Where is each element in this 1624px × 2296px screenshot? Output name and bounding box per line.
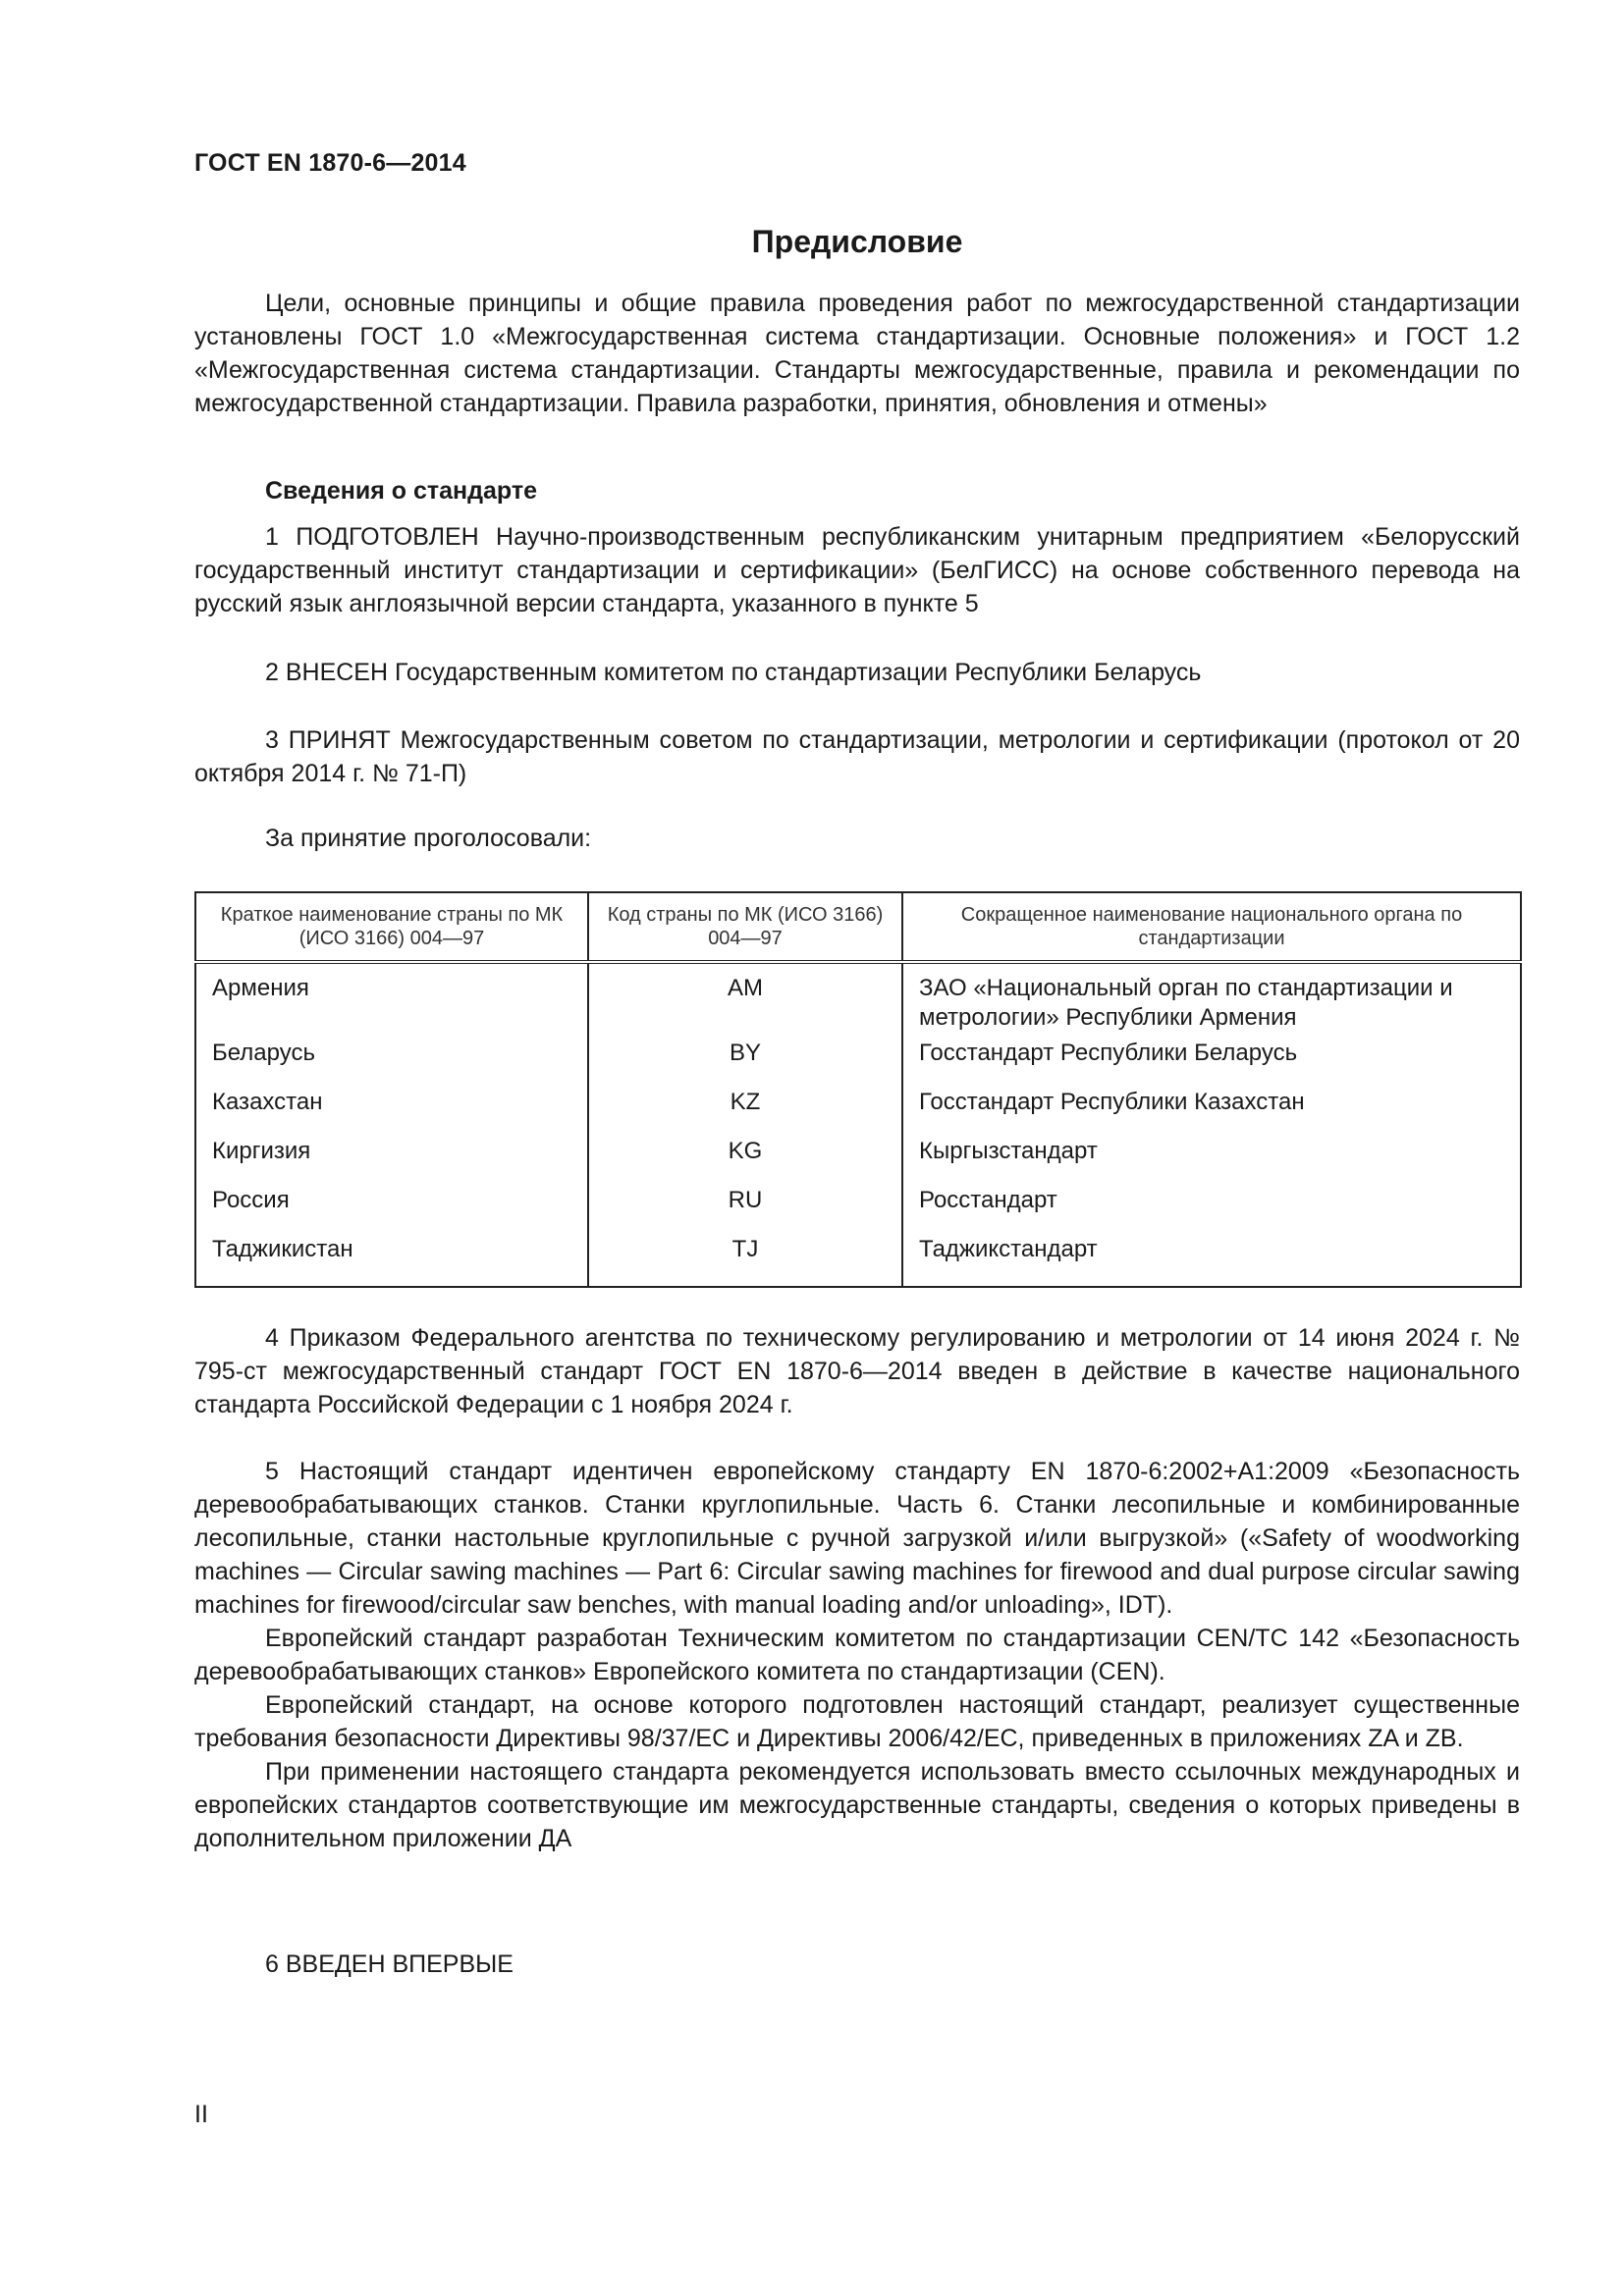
country-name: Киргизия xyxy=(195,1134,588,1183)
voting-countries-table xyxy=(194,891,1522,1288)
item-1-paragraph: 1 ПОДГОТОВЛЕН Научно-производственным республиканским унитарным предприятием «Белорусский государственный институт стандартизации и сертификации» (БелГИСС) на основе собственного перевода на русский язык англоязычной версии стандарта, указанного в пункте 5 xyxy=(194,523,1520,617)
country-code: AM xyxy=(588,962,902,1036)
table-row xyxy=(195,1085,1521,1134)
national-body: Таджикстандарт xyxy=(902,1232,1521,1287)
item-1-section xyxy=(194,520,1520,620)
item-2-paragraph: 2 ВНЕСЕН Государственным комитетом по стандартизации Республики Беларусь xyxy=(265,659,1202,686)
national-body: Кыргызстандарт xyxy=(902,1134,1521,1183)
national-body: ЗАО «Национальный орган по стандартизации и метрологии» Республики Армения xyxy=(902,962,1521,1036)
item-5-section xyxy=(194,1455,1520,1855)
item-4-paragraph: 4 Приказом Федерального агентства по техническому регулированию и метрологии от 14 июня 2024 г. № 795-ст межгосударственный стандарт ГОСТ EN 1870-6—2014 введен в действие в качестве национального стандарта Российской Федерации с 1 ноября 2024 г. xyxy=(194,1324,1520,1418)
table-header-body: Сокращенное наименование национального органа по стандартизации xyxy=(902,892,1521,962)
page-title: Предисловие xyxy=(751,224,963,259)
item-5-references-paragraph: При применении настоящего стандарта рекомендуется использовать вместо ссылочных международных и европейских стандартов соответствующие им межгосударственные стандарты, сведения о которых приведены в дополнительном приложении ДА xyxy=(194,1758,1520,1852)
item-4-section xyxy=(194,1321,1520,1421)
country-code: TJ xyxy=(588,1232,902,1287)
item-3-section xyxy=(194,723,1520,790)
country-code: BY xyxy=(588,1036,902,1085)
country-name: Казахстан xyxy=(195,1085,588,1134)
country-code: RU xyxy=(588,1183,902,1232)
table-header-country: Краткое наименование страны по МК (ИСО 3166) 004—97 xyxy=(195,892,588,962)
table-header-row xyxy=(195,892,1521,962)
table-row xyxy=(195,1134,1521,1183)
table-row xyxy=(195,1232,1521,1287)
country-name: Таджикистан xyxy=(195,1232,588,1287)
info-heading: Сведения о стандарте xyxy=(265,477,538,505)
table-row xyxy=(195,962,1521,1036)
table-header-code: Код страны по МК (ИСО 3166) 004—97 xyxy=(588,892,902,962)
vote-label: За принятие проголосовали: xyxy=(265,825,592,852)
country-name: Беларусь xyxy=(195,1036,588,1085)
item-3-paragraph: 3 ПРИНЯТ Межгосударственным советом по стандартизации, метрологии и сертификации (протокол от 20 октября 2014 г. № 71-П) xyxy=(194,726,1520,787)
country-code: KG xyxy=(588,1134,902,1183)
intro-section xyxy=(194,287,1520,420)
national-body: Госстандарт Республики Казахстан xyxy=(902,1085,1521,1134)
item-6-paragraph: 6 ВВЕДЕН ВПЕРВЫЕ xyxy=(265,1950,514,1978)
item-5-committee-paragraph: Европейский стандарт разработан Техническим комитетом по стандартизации CEN/TC 142 «Безопасность деревообрабатывающих станков» Европейского комитета по стандартизации (CEN). xyxy=(194,1625,1520,1685)
country-name: Россия xyxy=(195,1183,588,1232)
national-body: Росстандарт xyxy=(902,1183,1521,1232)
table-row xyxy=(195,1036,1521,1085)
national-body: Госстандарт Республики Беларусь xyxy=(902,1036,1521,1085)
table-row xyxy=(195,1183,1521,1232)
page-number: II xyxy=(194,2101,208,2128)
country-name: Армения xyxy=(195,962,588,1036)
document-id-header: ГОСТ EN 1870-6—2014 xyxy=(194,149,466,177)
country-code: KZ xyxy=(588,1085,902,1134)
item-5-directives-paragraph: Европейский стандарт, на основе которого подготовлен настоящий стандарт, реализует существенные требования безопасности Директивы 98/37/ЕС и Директивы 2006/42/ЕС, приведенных в приложениях ZA и ZB. xyxy=(194,1691,1520,1752)
item-5-paragraph: 5 Настоящий стандарт идентичен европейскому стандарту EN 1870-6:2002+A1:2009 «Безопасность деревообрабатывающих станков. Станки круглопильные. Часть 6. Станки лесопильные и комбинированные лесопильные, станки настольные круглопильные с ручной загрузкой и/или выгрузкой» («Safety of woodworking machines — Circular sawing machines — Part 6: Circular sawing machines for firewood and dual purpose circular sawing machines for firewood/circular saw benches, with manual loading and/or unloading», IDT). xyxy=(194,1458,1520,1619)
intro-paragraph: Цели, основные принципы и общие правила проведения работ по межгосударственной стандартизации установлены ГОСТ 1.0 «Межгосударственная система стандартизации. Основные положения» и ГОСТ 1.2 «Межгосударственная система стандартизации. Стандарты межгосударственные, правила и рекомендации по межгосударственной стандартизации. Правила разработки, принятия, обновления и отмены» xyxy=(194,290,1520,417)
